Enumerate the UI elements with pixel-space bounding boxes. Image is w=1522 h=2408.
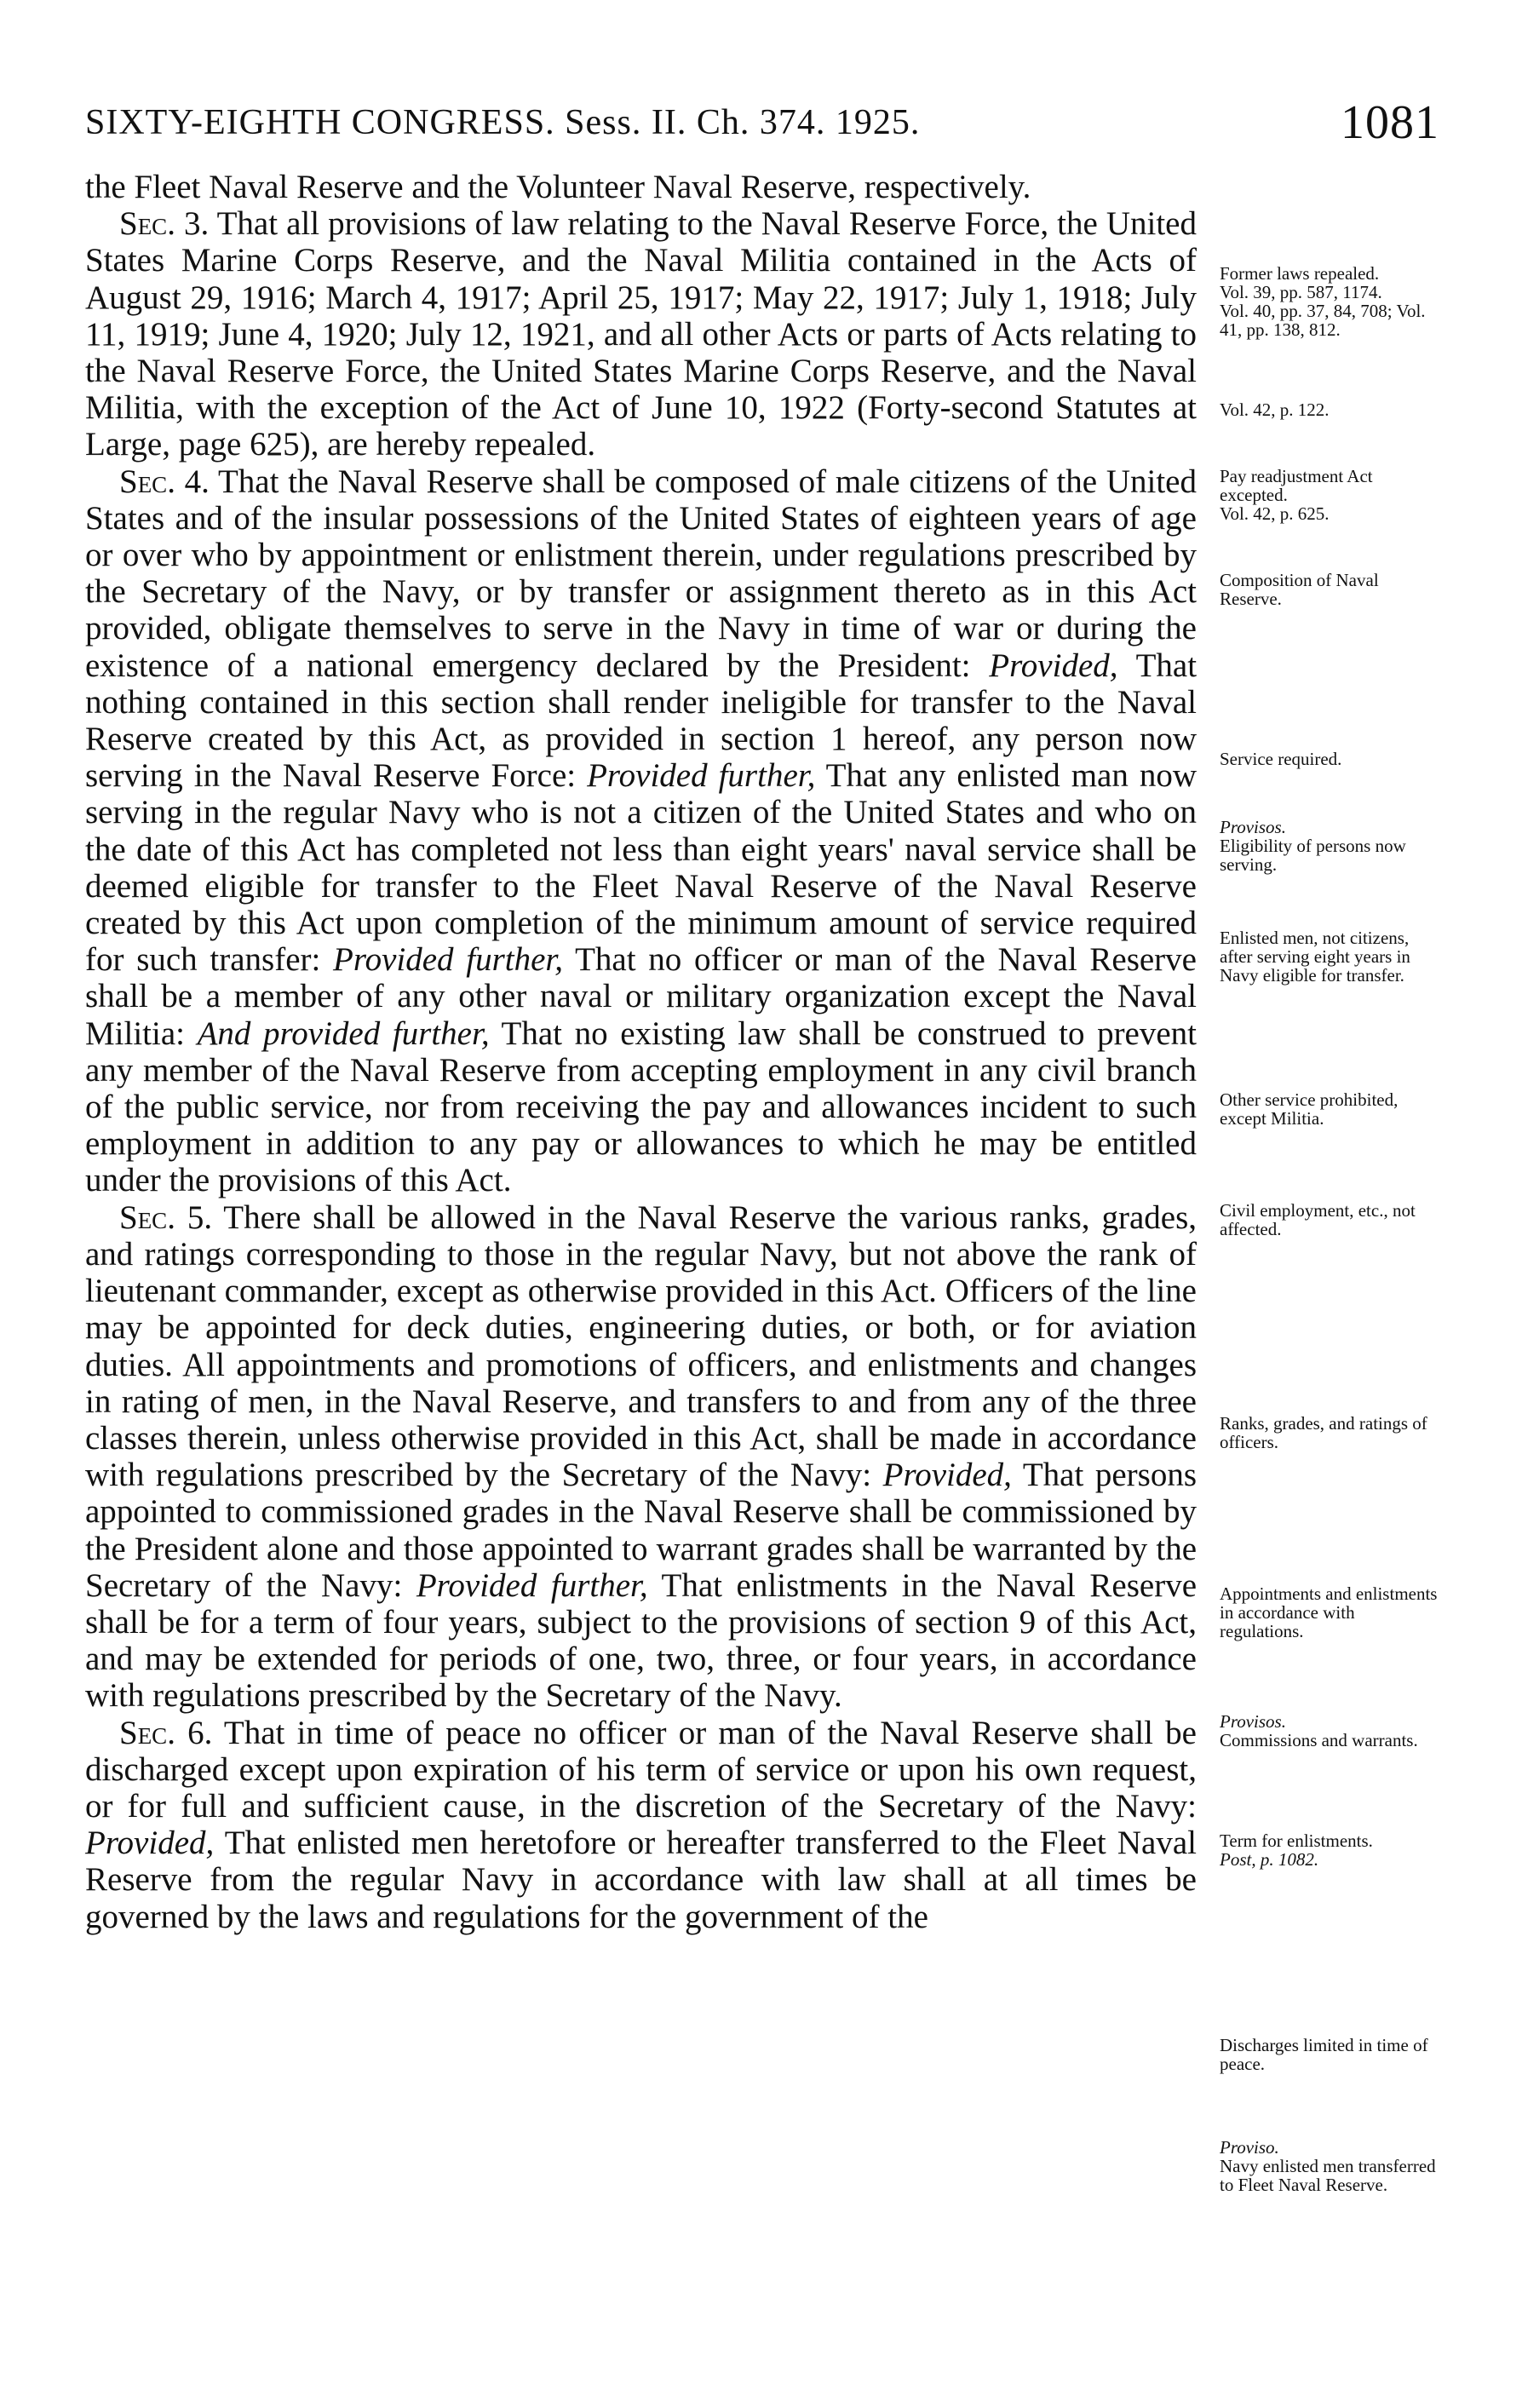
running-title: SIXTY-EIGHTH CONGRESS. Sess. II. Ch. 374. 1925. bbox=[85, 103, 921, 142]
margin-note-ranks: Ranks, grades, and ratings of officers. bbox=[1220, 1413, 1427, 1452]
section-3: Sec. 3. That all provisions of law relating to the Naval Reserve Force, the United States Marine Corps Reserve, and the Naval Militia contained in the Acts of August 29, 1916; March 4, 1917; April 25, 1917; May 22, 1917; July 1, 1918; July 11, 1919; June 4, 1920; July 12, 1921, and all other Acts or parts of Acts relating to the Naval Reserve Force, the United States Marine Corps Reserve, and the Naval Militia, with the exception of the Act of June 10, 1922 (Forty-second Statutes at Large, page 625), are hereby repealed. bbox=[85, 205, 1197, 463]
proviso-term: Provided, bbox=[882, 1457, 1012, 1494]
margin-note-discharges: Discharges limited in time of peace. bbox=[1220, 2035, 1428, 2074]
margin-note-vol42: Vol. 42, p. 122. bbox=[1220, 399, 1330, 420]
margin-note-former-laws: Former laws repealed. Vol. 39, pp. 587, 1174. Vol. 40, pp. 37, 84, 708; Vol. 41, pp. 138, 812. bbox=[1220, 263, 1426, 340]
section-label: Sec. 5. bbox=[119, 1198, 213, 1236]
statute-text bbox=[85, 169, 1197, 1935]
section-6: Sec. 6. That in time of peace no officer or man of the Naval Reserve shall be discharged except upon expiration of his term of service or upon his own request, or for full and sufficient cause, in the discretion of the Secretary of the Navy: Provided, That enlisted men heretofore or hereafter transferred to the Fleet Naval Reserve from the regular Navy in accordance with law shall at all times be governed by the laws and regulations for the government of the bbox=[85, 1714, 1197, 1935]
proviso-term: Provided further, bbox=[587, 757, 816, 795]
margin-note-civil-employment: Civil employment, etc., not affected. bbox=[1220, 1200, 1416, 1239]
section-label: Sec. 3. bbox=[119, 205, 210, 243]
section-label: Sec. 6. bbox=[119, 1714, 213, 1751]
page-header bbox=[85, 95, 1439, 155]
proviso-term: Provided further, bbox=[416, 1566, 648, 1604]
proviso-term: Provided, bbox=[85, 1825, 215, 1862]
paragraph-continuation: the Fleet Naval Reserve and the Volunteer Naval Reserve, respectively. bbox=[85, 169, 1031, 205]
page-number: 1081 bbox=[1341, 96, 1439, 149]
margin-note-pay-readjustment: Pay readjustment Act excepted. Vol. 42, p. 625. bbox=[1220, 466, 1373, 524]
margin-note-eligibility: Provisos. Eligibility of persons now serving. bbox=[1220, 817, 1406, 875]
proviso-term: And provided further, bbox=[197, 1014, 490, 1052]
proviso-term: Provided, bbox=[989, 647, 1118, 684]
section-label: Sec. 4. bbox=[119, 463, 210, 500]
proviso-term: Provided further, bbox=[333, 941, 564, 979]
section-5: Sec. 5. There shall be allowed in the Naval Reserve the various ranks, grades, and ratings corresponding to those in the regular Navy, but not above the rank of lieutenant commander, except as otherwise provided in this Act. Officers of the line may be appointed for deck duties, engineering duties, or both, or for aviation duties. All appointments and promotions of officers, and enlistments and changes in rating of men, in the Naval Reserve, and transfers to and from any of the three classes therein, unless otherwise provided in this Act, shall be made in accordance with regulations prescribed by the Secretary of the Navy: Provided, That persons appointed to commissioned grades in the Naval Reserve shall be commissioned by the President alone and those appointed to warrant grades shall be warranted by the Secretary of the Navy: Provided further, That enlistments in the Naval Reserve shall be for a term of four years, subject to the provisions of section 9 of this Act, and may be extended for periods of one, two, three, or four years, in accordance with regulations prescribed by the Secretary of the Navy. bbox=[85, 1198, 1197, 1715]
margin-note-service-required: Service required. bbox=[1220, 749, 1342, 769]
margin-note-composition: Composition of Naval Reserve. bbox=[1220, 570, 1379, 609]
margin-note-term: Term for enlistments. Post, p. 1082. bbox=[1220, 1830, 1373, 1870]
margin-note-appointments: Appointments and enlistments in accordance with regulations. bbox=[1220, 1583, 1438, 1641]
margin-note-commissions: Provisos. Commissions and warrants. bbox=[1220, 1711, 1418, 1750]
section-4: Sec. 4. That the Naval Reserve shall be composed of male citizens of the United States and of the insular possessions of the United States of eighteen years of age or over who by appointment or enlistment therein, under regulations prescribed by the Secretary of the Navy, or by transfer or assignment thereto as in this Act provided, obligate themselves to serve in the Navy in time of war or during the existence of a national emergency declared by the President: Provided, That nothing contained in this section shall render ineligible for transfer to the Naval Reserve created by this Act, as provided in section 1 hereof, any person now serving in the Naval Reserve Force: Provided further, That any enlisted man now serving in the regular Navy who is not a citizen of the United States and who on the date of this Act has completed not less than eight years' naval service shall be deemed eligible for transfer to the Fleet Naval Reserve of the Naval Reserve created by this Act upon completion of the minimum amount of service required for such transfer: Provided further, That no officer or man of the Naval Reserve shall be a member of any other naval or military organization except the Naval Militia: And provided further, That no existing law shall be construed to prevent any member of the Naval Reserve from accepting employment in any civil branch of the public service, nor from receiving the pay and allowances incident to such employment in addition to any pay or allowances to which he may be entitled under the provisions of this Act. bbox=[85, 463, 1197, 1199]
margin-note-enlisted-men: Enlisted men, not citizens, after serving eight years in Navy eligible for transfer. bbox=[1220, 928, 1410, 986]
margin-note-other-service: Other service prohibited, except Militia. bbox=[1220, 1089, 1399, 1129]
margin-note-navy-enlisted: Proviso. Navy enlisted men transferred to Fleet Naval Reserve. bbox=[1220, 2137, 1436, 2195]
